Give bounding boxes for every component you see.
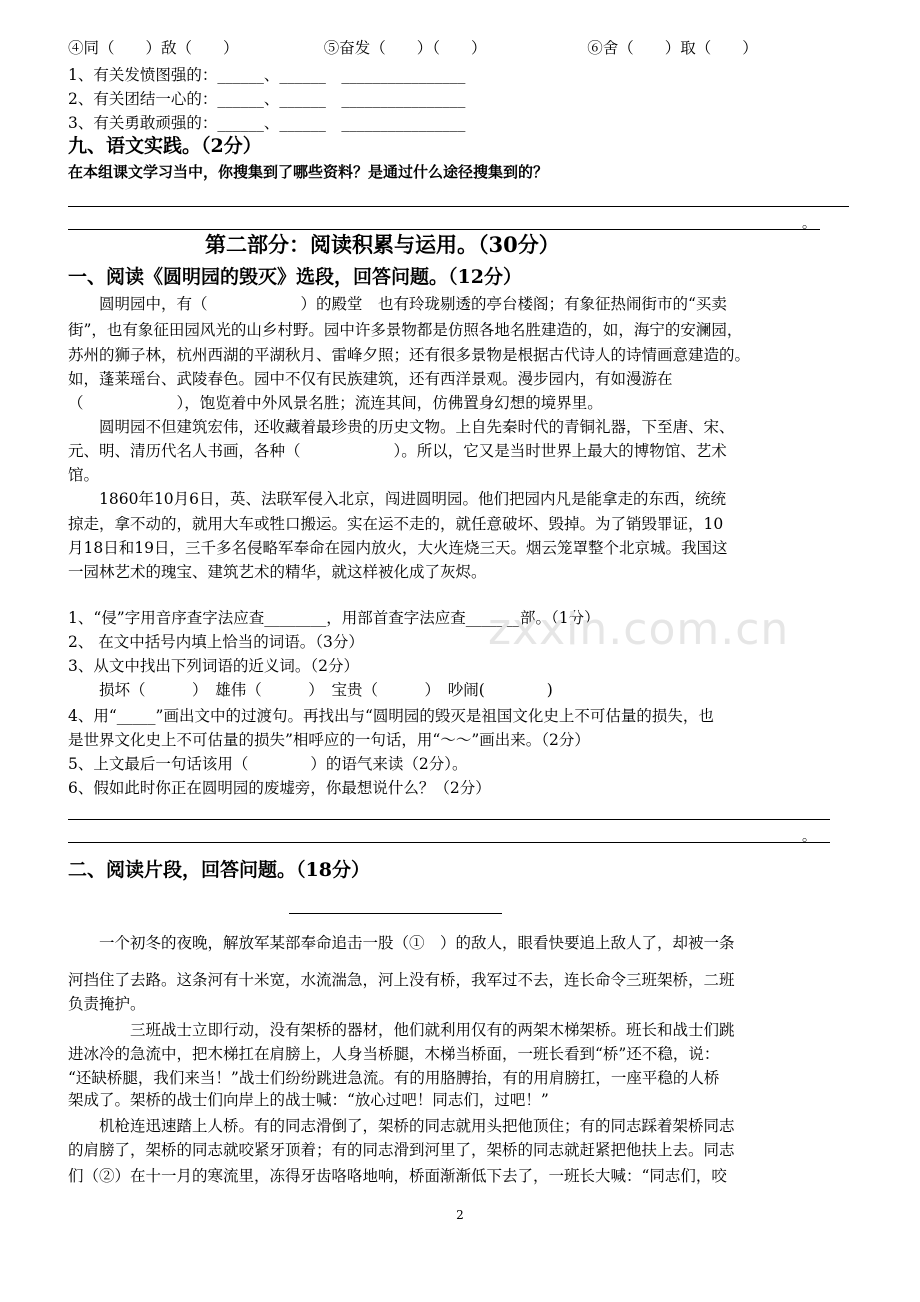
fill-item-1: 1、有关发愤图强的：______、______ ________________ [68,66,466,84]
reading1-question: 损坏（ ） 雄伟（ ） 宝贵（ ） 吵闹( ) [68,681,553,699]
reading1-passage-line: 圆明园中，有（ ）的殿堂 也有玲珑剔透的亭台楼阁；有象征热闹街市的“买卖 [68,295,727,313]
reading1-passage-line: 一园林艺术的瑰宝、建筑艺术的精华，就这样被化成了灰烬。 [68,563,487,581]
reading2-passage-line: 机枪连迅速踏上人桥。有的同志滑倒了，架桥的同志就用头把他顶住；有的同志踩着架桥同志 [68,1117,735,1135]
reading1-passage-line: 圆明园不但建筑宏伟，还收藏着最珍贵的历史文物。上自先秦时代的青铜礼器，下至唐、宋、 [68,418,735,436]
part2-title: 第二部分：阅读积累与运用。（30分） [205,232,560,257]
reading1-heading: 一、阅读《圆明园的毁灭》选段，回答问题。（12分） [68,266,522,288]
reading1-passage-line: （ ），饱览着中外风景名胜；流连其间，仿佛置身幻想的境界里。 [68,394,603,412]
reading2-passage-line: 们（②）在十一月的寒流里，冻得牙齿咯咯地响，桥面渐渐低下去了，一班长大喊：“同志们，咬 [68,1167,727,1185]
reading1-passage-line: 苏州的狮子林，杭州西湖的平湖秋月、雷峰夕照；还有很多景物是根据古代诗人的诗情画意建造的。 [68,346,751,364]
title-blank-line [289,913,502,914]
reading2-passage-line: 负责掩护。 [68,995,146,1013]
page-number: 2 [456,1208,464,1222]
reading1-passage-line: 元、明、清历代名人书画，各种（ ）。所以，它又是当时世界上最大的博物馆、艺术 [68,442,727,460]
reading1-passage-line: 月18日和19日，三千多名侵略军奉命在园内放火，大火连烧三天。烟云笼罩整个北京城。我国这 [68,539,728,557]
reading1-passage-line: 街”，也有象征田园风光的山乡村野。园中许多景物都是仿照各地名胜建造的，如，海宁的安澜园， [68,321,743,339]
reading2-passage-line: 的肩膀了，架桥的同志就咬紧牙顶着；有的同志滑到河里了，架桥的同志就赶紧把他扶上去。同志 [68,1141,735,1159]
reading2-passage-line: 架成了。架桥的战士们向岸上的战士喊：“放心过吧！同志们，过吧！” [68,1091,549,1109]
end-mark: 。 [802,829,816,845]
answer-line [68,819,830,820]
reading1-passage-line: 如，蓬莱瑶台、武陵春色。园中不仅有民族建筑，还有西洋景观。漫步园内，有如漫游在 [68,370,673,388]
reading2-passage-line: 进冰冷的急流中，把木梯扛在肩膀上，人身当桥腿，木梯当桥面，一班长看到“桥”还不稳，说： [68,1045,720,1063]
reading1-question: 3、从文中找出下列词语的近义词。（2分） [68,657,359,675]
reading1-question: 6、假如此时你正在圆明园的废墟旁，你最想说什么？（2分） [68,779,491,797]
reading2-passage-line: 三班战士立即行动，没有架桥的器材，他们就利用仅有的两架木梯架桥。班长和战士们跳 [68,1021,735,1039]
reading1-question: 4、用“_____”画出文中的过渡句。再找出与“圆明园的毁灭是祖国文化史上不可估量的损失，也 [68,707,714,725]
reading1-question: 5、上文最后一句话该用（ ）的语气来读（2分）。 [68,755,468,773]
end-mark: 。 [802,216,816,232]
reading1-question: 是世界文化史上不可估量的损失”相呼应的一句话，用“～～”画出来。（2分） [68,731,590,749]
watermark: zxxin.com.cn [488,604,790,655]
reading2-passage-line: 河挡住了去路。这条河有十米宽，水流湍急，河上没有桥，我军过不去，连长命令三班架桥，二班 [68,971,735,989]
reading1-passage-line: 掠走，拿不动的，就用大车或牲口搬运。实在运不走的，就任意破坏、毁掉。为了销毁罪证，10 [68,515,724,533]
reading1-passage-line: 1860年10月6日，英、法联军侵入北京，闯进圆明园。他们把园内凡是能拿走的东西，统统 [68,490,727,508]
reading1-question: 2、 在文中括号内填上恰当的词语。（3分） [68,633,364,651]
section9-question: 在本组课文学习当中，你搜集到了哪些资料？是通过什么途径搜集到的？ [68,163,549,181]
reading2-passage-line: 一个初冬的夜晚，解放军某部奉命追击一股（① ）的敌人，眼看快要追上敌人了，却被一条 [68,934,735,952]
fill-item-2: 2、有关团结一心的：______、______ ________________ [68,90,466,108]
reading1-passage-line: 馆。 [68,466,100,484]
answer-line [68,229,820,230]
reading1-question: 1、“侵”字用音序查字法应查________，用部首查字法应查_______部。（1分） [68,609,600,627]
reading2-heading: 二、阅读片段，回答问题。（18分） [68,859,370,881]
char-fill-row: ④同（ ）敌（ ） ⑤奋发（ ）（ ） ⑥舍（ ）取（ ） [68,39,758,57]
reading2-passage-line: “还缺桥腿，我们来当！”战士们纷纷跳进急流。有的用胳膊抬，有的用肩膀扛，一座平稳的人桥 [68,1069,720,1087]
fill-item-3: 3、有关勇敢顽强的：______、______ ________________ [68,114,466,132]
answer-line [68,842,830,843]
answer-line [68,206,849,207]
section9-heading: 九、语文实践。（2分） [68,135,262,157]
